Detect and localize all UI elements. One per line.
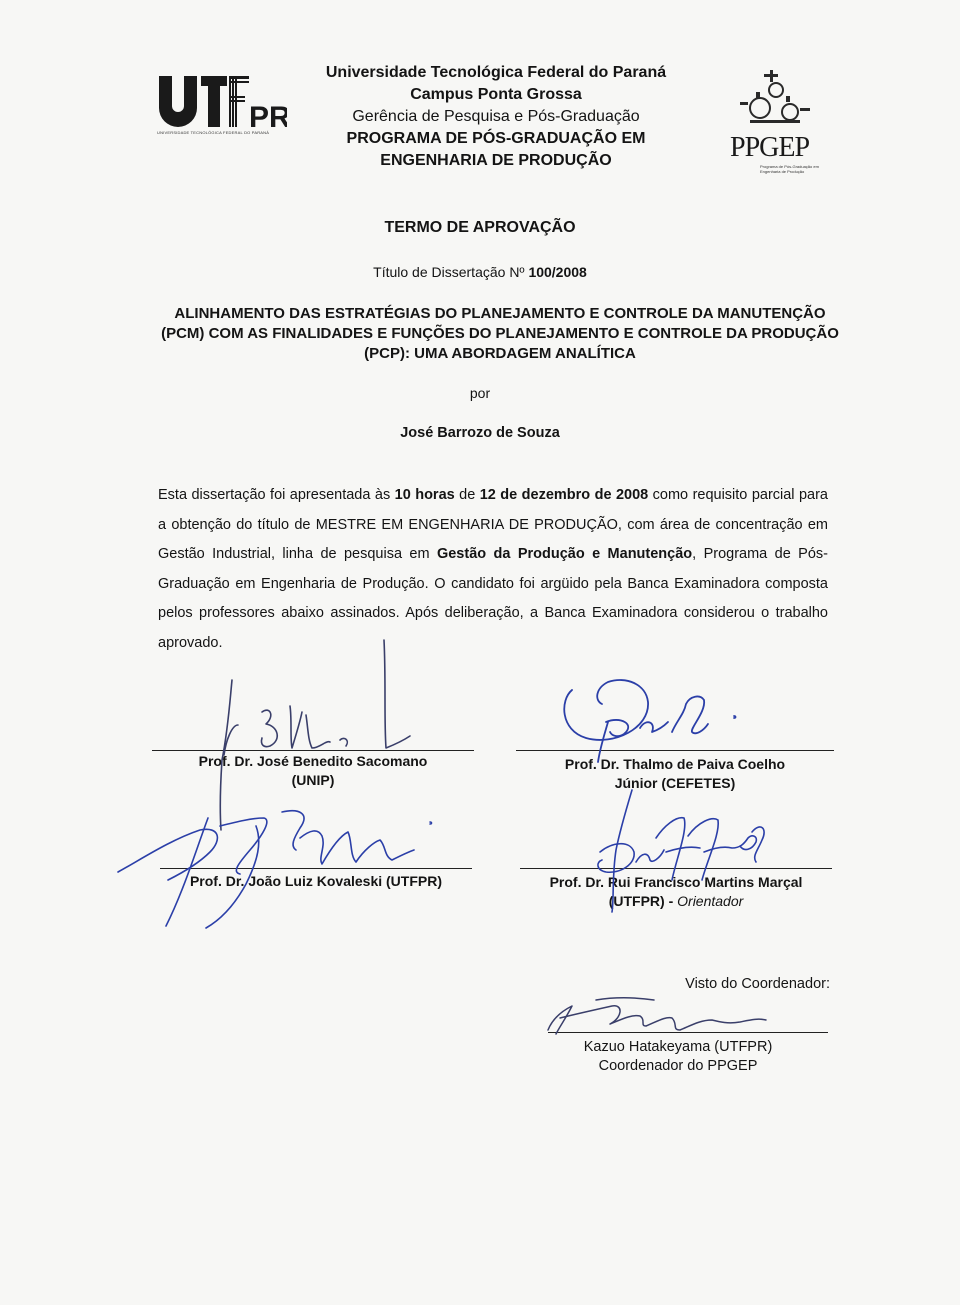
examiner-coelho-name: Prof. Dr. Thalmo de Paiva Coelho [564, 756, 786, 772]
signature-line-sacomano [152, 750, 474, 751]
by-label: por [469, 385, 491, 401]
dissertation-title: ALINHAMENTO DAS ESTRATÉGIAS DO PLANEJAMENTO E CONTROLE DA MANUTENÇÃO (PCM) COM AS FINALIDADES E FUNÇÕES DO PLANEJAMENTO E CONTROLE DA PRODUÇÃO (PCP): UMA ABORDAGEM ANALÍTICA [161, 305, 839, 362]
campus-name: Campus Ponta Grossa [410, 86, 582, 103]
presentation-date: 12 de dezembro de 2008 [479, 487, 649, 503]
program-line-1: PROGRAMA DE PÓS-GRADUAÇÃO EM [346, 130, 646, 147]
examiner-sacomano-name: Prof. Dr. José Benedito Sacomano [198, 753, 428, 769]
examiner-coelho [516, 755, 834, 793]
examiner-sacomano-institution: (UNIP) [291, 772, 335, 788]
dissertation-number-label: Título de Dissertação Nº [373, 264, 529, 280]
signature-line-kovaleski [160, 868, 472, 869]
paragraph-part-1: Esta dissertação foi apresentada às [158, 487, 395, 503]
utfpr-tagline: UNIVERSIDADE TECNOLÓGICA FEDERAL DO PARANÁ [157, 130, 270, 135]
presentation-hour: 10 horas [394, 487, 455, 503]
signature-line-coelho [516, 750, 834, 751]
gear-factory-icon [730, 68, 825, 132]
institution-header [300, 62, 692, 172]
paragraph-part-2: de [454, 487, 480, 503]
examiner-coelho-institution: Júnior (CEFETES) [614, 775, 736, 791]
examiner-kovaleski-name: Prof. Dr. João Luiz Kovaleski (UTFPR) [189, 873, 443, 889]
dissertation-number-value: 100/2008 [528, 264, 587, 280]
signature-kovaleski [118, 811, 432, 928]
examiner-marcal [520, 873, 832, 911]
department-name: Gerência de Pesquisa e Pós-Graduação [352, 108, 640, 125]
coordinator-block [548, 1038, 808, 1076]
ppgep-logo [730, 68, 825, 180]
examiner-kovaleski [160, 872, 472, 891]
paragraph-part-3: como requisito parcial para a obtenção do título de MESTRE EM ENGENHARIA DE PRODUÇÃO, com área de concentração em Gestão Industrial, linha de pesquisa em [158, 487, 828, 563]
advisor-role: Orientador [677, 893, 744, 909]
ppgep-logo-subtitle: Programa de Pós-Graduação em Engenharia de Produção [760, 164, 819, 174]
signature-line-coordinator [548, 1032, 828, 1033]
dissertation-number [0, 264, 960, 280]
utfpr-pr-letters: PR [249, 101, 287, 130]
coordinator-name: Kazuo Hatakeyama (UTFPR) [583, 1039, 773, 1055]
signature-sacomano [220, 640, 410, 830]
research-line: Gestão da Produção e Manutenção [436, 546, 693, 563]
utfpr-logo [157, 72, 287, 138]
author-name: José Barrozo de Souza [400, 425, 560, 441]
examiner-marcal-name: Prof. Dr. Rui Francisco Martins Marçal [549, 874, 803, 890]
signature-line-marcal [520, 868, 832, 869]
university-name: Universidade Tecnológica Federal do Paraná [325, 64, 667, 81]
program-line-2: ENGENHARIA DE PRODUÇÃO [380, 152, 612, 169]
approval-paragraph [158, 481, 828, 659]
ppgep-logo-text: PPGEP [730, 132, 810, 163]
utfpr-logo-graphic [157, 72, 287, 130]
paragraph-part-4: , Programa de Pós-Graduação em Engenharia de Produção. O candidato foi argüido pela Banca Examinadora composta pelos professores abaixo assinados. Após deliberação, a Banca Examinadora considerou o trabalho aprovado. [158, 546, 828, 651]
coordinator-role: Coordenador do PPGEP [598, 1058, 758, 1074]
examiner-sacomano [152, 752, 474, 790]
examiner-marcal-institution-role [520, 892, 832, 911]
document-title: TERMO DE APROVAÇÃO [384, 219, 576, 236]
coordinator-label: Visto do Coordenador: [685, 976, 830, 992]
signature-coordinator [548, 998, 766, 1034]
examiner-marcal-institution: (UTFPR) - [608, 893, 678, 909]
